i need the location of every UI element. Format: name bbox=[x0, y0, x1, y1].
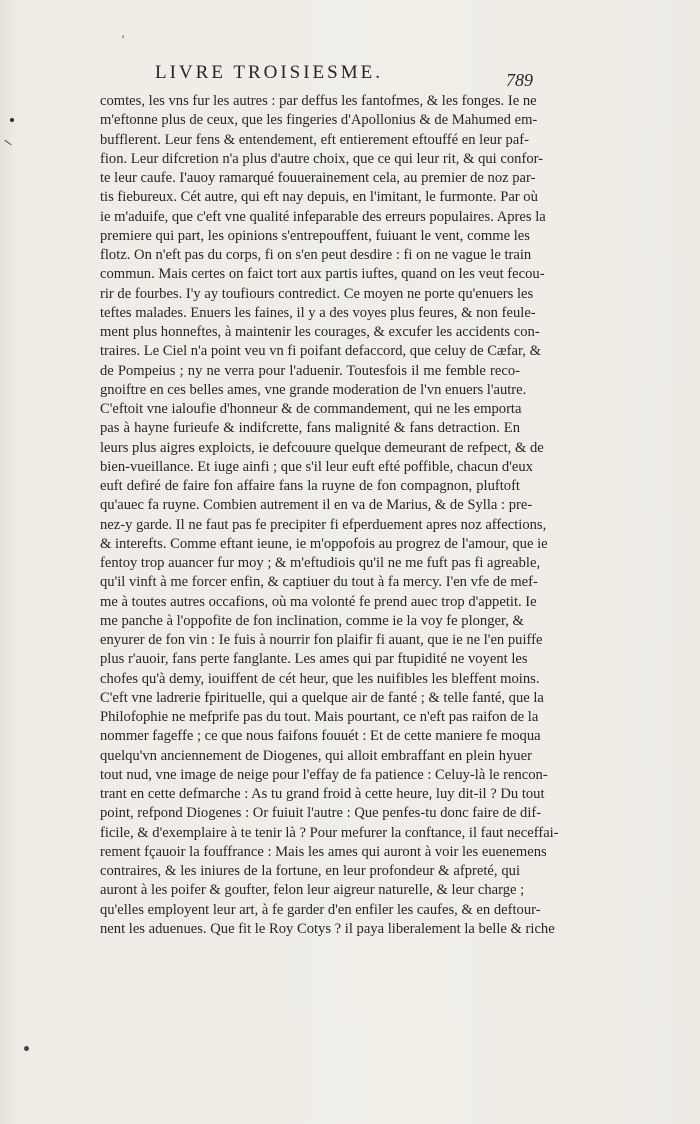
text-line: teftes malades. Enuers les faines, il y a des voyes plus feures, & non feule- bbox=[100, 304, 536, 321]
text-line: premiere qui part, les opinions s'entrepouffent, fuiuant le vent, comme les bbox=[100, 227, 530, 244]
top-margin-mark: ' bbox=[122, 32, 125, 46]
text-line: qu'il vinft à me forcer enfin, & captiuer du tout à fa mercy. I'en vfe de mef- bbox=[100, 574, 538, 591]
text-line: ficile, & d'exemplaire à te tenir là ? Pour mefurer la conftance, il faut neceffai- bbox=[100, 824, 559, 841]
text-line: leurs plus aigres exploicts, ie defcouure quelque demeurant de refpect, & de bbox=[100, 439, 544, 456]
text-line: enyurer de fon vin : Ie fuis à nourrir fon plaifir fi auant, que ie ne l'en puiffe bbox=[100, 632, 543, 648]
text-line: nommer fageffe ; ce que nous faifons fouuét : Et de cette maniere fe moqua bbox=[100, 728, 541, 745]
text-line: & interefts. Comme eftant ieune, ie m'oppofois au progrez de l'amour, que ie bbox=[100, 535, 548, 552]
text-line: bien-vueillance. Et iuge ainfi ; que s'il leur euft efté poffible, chacun d'eux bbox=[100, 458, 533, 475]
text-line: chofes qu'à demy, iouiffent de cét heur, que les nuifibles les bleffent moins. bbox=[100, 670, 540, 687]
text-line: C'eftoit vne ialoufie d'honneur & de commandement, qui ne les emporta bbox=[100, 401, 522, 417]
margin-dot bbox=[10, 118, 14, 122]
margin-dot-bottom bbox=[24, 1046, 29, 1051]
text-line: qu'elles employent leur art, à fe garder d'en enfiler les caufes, & en deftour- bbox=[100, 901, 541, 918]
text-line: qu'auec fa ruyne. Combien autrement il en va de Marius, & de Sylla : pre- bbox=[100, 497, 533, 514]
page-number: 789 bbox=[506, 70, 533, 90]
text-line: comtes, les vns fur les autres : par deffus les fantofmes, & les fonges. Ie ne bbox=[100, 93, 537, 109]
text-line: nez-y garde. Il ne faut pas fe precipiter fi efperduement apres noz affections, bbox=[100, 516, 547, 533]
text-line: flotz. On n'eft pas du corps, fi on s'en peut desdire : fi on ne vague le train bbox=[100, 247, 532, 263]
text-line: euft defiré de faire fon affaire fans la ruyne de fon compagnon, pluftoft bbox=[100, 478, 520, 494]
text-line: te leur caufe. I'auoy ramarqué fouuerainement cela, au premier de noz par- bbox=[100, 170, 536, 186]
text-line: trant en cette defmarche : As tu grand froid à cette heure, luy dit-il ? Du tout bbox=[100, 786, 545, 802]
text-line: nent les aduenues. Que fit le Roy Cotys ? il paya liberalement la belle & riche bbox=[100, 920, 555, 937]
text-line: gnoiftre en ces belles ames, vne grande moderation de l'vn enuers l'autre. bbox=[100, 381, 527, 398]
text-line: traires. Le Ciel n'a point veu vn fi poifant defaccord, que celuy de Cæfar, & bbox=[100, 343, 541, 360]
text-line: bufflerent. Leur fens & entendement, eft entierement eftouffé en leur paf- bbox=[100, 131, 529, 148]
text-line: tis fiebureux. Cét autre, qui eft nay depuis, en l'imitant, le furmonte. Par où bbox=[100, 189, 538, 206]
text-line: ment plus honneftes, à maintenir les courages, & excufer les accidents con- bbox=[100, 324, 540, 340]
text-line: tout nud, vne image de neige pour l'effay de fa patience : Celuy-là le rencon- bbox=[100, 766, 548, 783]
text-line: quelqu'vn anciennement de Diogenes, qui alloit embraffant en plein hyuer bbox=[100, 747, 532, 764]
text-line: me à toutes autres occafions, où ma volonté fe prend auec trop d'appetit. Ie bbox=[100, 593, 537, 610]
text-line: plus r'auoir, fans perte fanglante. Les ames qui par ftupidité ne voyent les bbox=[100, 651, 528, 668]
text-line: point, refpond Diogenes : Or fuiuit l'autre : Que penfes-tu donc faire de dif- bbox=[100, 805, 542, 822]
text-line: Philofophie ne mefprife pas du tout. Mais pourtant, ce n'eft pas raifon de la bbox=[100, 709, 539, 725]
margin-tick bbox=[4, 140, 11, 145]
text-line: fentoy trop auancer fur moy ; & m'eftudiois qu'il ne me fuft pas fi agreable, bbox=[100, 555, 541, 571]
text-line: fion. Leur difcretion n'a plus d'autre choix, que ce qui leur rit, & qui confor- bbox=[100, 150, 544, 167]
text-line: C'eft vne ladrerie fpirituelle, qui a quelque air de fanté ; & telle fanté, que la bbox=[100, 689, 544, 706]
text-line: m'eftonne plus de ceux, que les fingeries d'Apollonius & de Mahumed em- bbox=[100, 112, 538, 129]
text-line: ie m'aduife, que c'eft vne qualité infeparable des erreurs populaires. Apres la bbox=[100, 208, 546, 225]
text-line: auront à les poifer & goufter, felon leur aigreur naturelle, & leur charge ; bbox=[100, 882, 525, 899]
text-line: rement fçauoir la fouffrance : Mais les ames qui auront à voir les euenemens bbox=[100, 843, 547, 860]
text-line: contraires, & les iniures de la fortune, en leur profondeur & afpreté, qui bbox=[100, 863, 520, 879]
body-text bbox=[100, 92, 559, 939]
text-line: me panche à l'oppofite de fon inclination, comme ie la voy fe plonger, & bbox=[100, 612, 524, 629]
text-line: pas à hayne furieufe & indifcrette, fans malignité & fans detraction. En bbox=[100, 420, 520, 437]
text-line: rir de fourbes. I'y ay toufiours contredict. Ce moyen ne porte qu'enuers les bbox=[100, 285, 534, 302]
text-line: commun. Mais certes on faict tort aux partis iuftes, quand on les veut fecou- bbox=[100, 266, 545, 283]
text-line: de Pompeius ; ny ne verra pour l'aduenir. Toutesfois il me femble reco- bbox=[100, 362, 520, 379]
running-head: LIVRE TROISIESME. bbox=[155, 62, 383, 83]
